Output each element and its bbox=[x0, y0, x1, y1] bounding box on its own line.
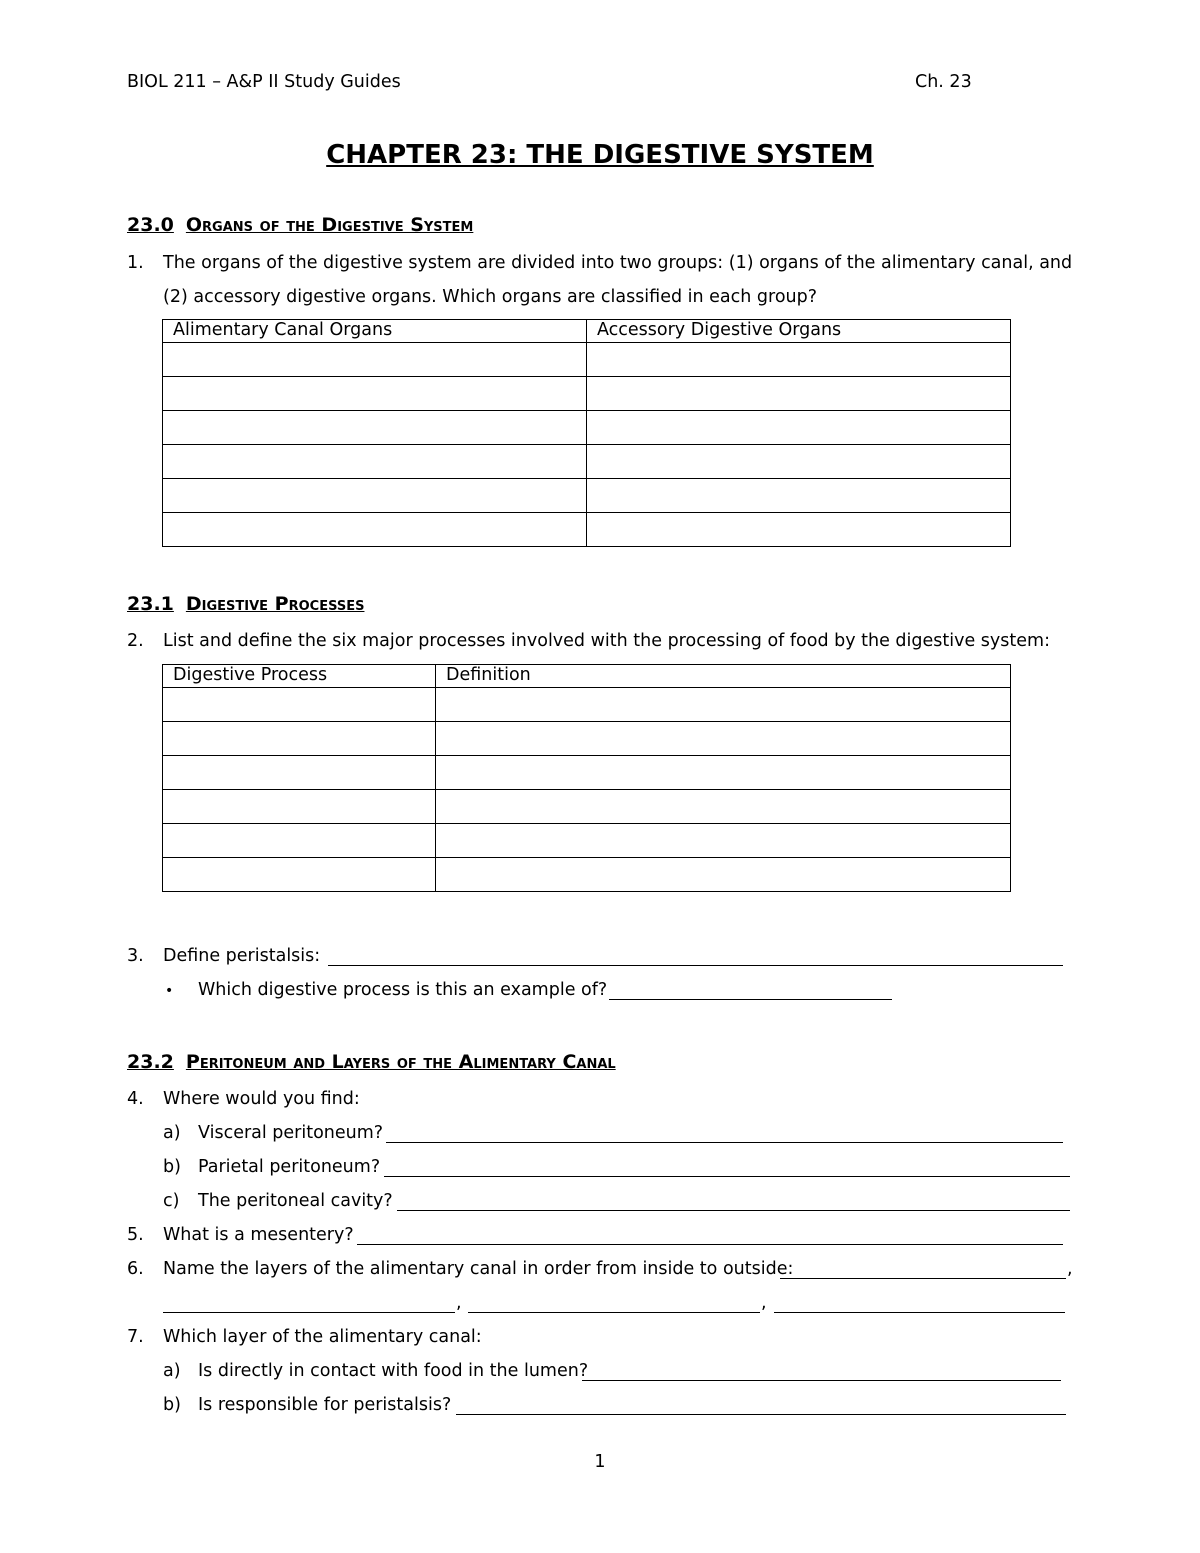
item-letter: a) bbox=[163, 1123, 181, 1143]
separator-comma: , bbox=[456, 1293, 462, 1313]
processes-table bbox=[162, 664, 1011, 892]
answer-cell[interactable] bbox=[163, 411, 587, 445]
header-course: BIOL 211 – A&P II Study Guides bbox=[127, 72, 401, 92]
question-number: 6. bbox=[127, 1259, 144, 1279]
question-number: 7. bbox=[127, 1327, 144, 1347]
question-number: 5. bbox=[127, 1225, 144, 1245]
table-header-accessory: Accessory Digestive Organs bbox=[587, 320, 1011, 343]
answer-cell[interactable] bbox=[163, 445, 587, 479]
answer-cell[interactable] bbox=[163, 377, 587, 411]
page-title: CHAPTER 23: THE DIGESTIVE SYSTEM bbox=[326, 140, 874, 170]
question-4: Where would you find: bbox=[163, 1089, 360, 1109]
question-7b: Is responsible for peristalsis? bbox=[198, 1395, 452, 1415]
item-letter: a) bbox=[163, 1361, 181, 1381]
question-4c: The peritoneal cavity? bbox=[198, 1191, 393, 1211]
answer-blank[interactable] bbox=[468, 1312, 760, 1313]
separator-comma: , bbox=[761, 1293, 767, 1313]
section-title: Digestive Processes bbox=[185, 593, 365, 615]
table-header-definition: Definition bbox=[436, 665, 1011, 688]
answer-blank[interactable] bbox=[357, 1244, 1063, 1245]
answer-blank[interactable] bbox=[774, 1312, 1065, 1313]
bullet-icon: • bbox=[165, 983, 174, 999]
section-number: 23.2 bbox=[127, 1051, 174, 1073]
answer-cell[interactable] bbox=[163, 513, 587, 547]
separator-comma: , bbox=[1067, 1259, 1073, 1279]
answer-cell[interactable] bbox=[163, 756, 436, 790]
answer-cell[interactable] bbox=[163, 343, 587, 377]
answer-cell[interactable] bbox=[436, 688, 1011, 722]
answer-blank[interactable] bbox=[163, 1312, 455, 1313]
item-letter: b) bbox=[163, 1395, 181, 1415]
question-2: List and define the six major processes involved with the processing of food by the digestive system: bbox=[163, 631, 1050, 651]
answer-blank[interactable] bbox=[582, 1380, 1061, 1381]
question-3-sub: Which digestive process is this an example of? bbox=[198, 980, 608, 1000]
answer-blank[interactable] bbox=[328, 965, 1063, 966]
answer-cell[interactable] bbox=[436, 824, 1011, 858]
answer-cell[interactable] bbox=[587, 377, 1011, 411]
page-number: 1 bbox=[594, 1452, 606, 1472]
question-7: Which layer of the alimentary canal: bbox=[163, 1327, 482, 1347]
section-number: 23.0 bbox=[127, 214, 174, 236]
answer-cell[interactable] bbox=[436, 858, 1011, 892]
question-3: Define peristalsis: bbox=[163, 946, 321, 966]
answer-cell[interactable] bbox=[587, 445, 1011, 479]
answer-cell[interactable] bbox=[436, 722, 1011, 756]
answer-cell[interactable] bbox=[587, 343, 1011, 377]
section-heading-23-0 bbox=[127, 213, 473, 237]
answer-cell[interactable] bbox=[163, 858, 436, 892]
organs-table bbox=[162, 319, 1011, 547]
answer-cell[interactable] bbox=[436, 756, 1011, 790]
item-letter: b) bbox=[163, 1157, 181, 1177]
question-1-line-2: (2) accessory digestive organs. Which organs are classified in each group? bbox=[163, 287, 818, 307]
answer-cell[interactable] bbox=[587, 513, 1011, 547]
answer-cell[interactable] bbox=[587, 411, 1011, 445]
table-header-process: Digestive Process bbox=[163, 665, 436, 688]
answer-cell[interactable] bbox=[163, 824, 436, 858]
answer-blank[interactable] bbox=[609, 999, 892, 1000]
header-chapter: Ch. 23 bbox=[915, 72, 972, 92]
question-number: 4. bbox=[127, 1089, 144, 1109]
question-number: 1. bbox=[127, 253, 144, 273]
answer-blank[interactable] bbox=[384, 1176, 1070, 1177]
section-number: 23.1 bbox=[127, 593, 174, 615]
answer-cell[interactable] bbox=[163, 722, 436, 756]
answer-cell[interactable] bbox=[163, 688, 436, 722]
section-title: Peritoneum and Layers of the Alimentary Canal bbox=[185, 1051, 616, 1073]
answer-cell[interactable] bbox=[587, 479, 1011, 513]
question-4a: Visceral peritoneum? bbox=[198, 1123, 384, 1143]
question-4b: Parietal peritoneum? bbox=[198, 1157, 381, 1177]
question-1-line-1: The organs of the digestive system are divided into two groups: (1) organs of the alimentary canal, and bbox=[163, 253, 1073, 273]
question-number: 2. bbox=[127, 631, 144, 651]
section-title: Organs of the Digestive System bbox=[185, 214, 474, 236]
item-letter: c) bbox=[163, 1191, 180, 1211]
answer-blank[interactable] bbox=[780, 1278, 1066, 1279]
section-heading-23-2 bbox=[127, 1050, 616, 1074]
question-number: 3. bbox=[127, 946, 144, 966]
question-5: What is a mesentery? bbox=[163, 1225, 354, 1245]
question-7a: Is directly in contact with food in the lumen? bbox=[198, 1361, 589, 1381]
answer-blank[interactable] bbox=[456, 1414, 1066, 1415]
answer-cell[interactable] bbox=[163, 479, 587, 513]
table-header-alimentary: Alimentary Canal Organs bbox=[163, 320, 587, 343]
answer-blank[interactable] bbox=[397, 1210, 1070, 1211]
answer-cell[interactable] bbox=[436, 790, 1011, 824]
answer-cell[interactable] bbox=[163, 790, 436, 824]
answer-blank[interactable] bbox=[386, 1142, 1063, 1143]
question-6: Name the layers of the alimentary canal in order from inside to outside: bbox=[163, 1259, 794, 1279]
section-heading-23-1 bbox=[127, 592, 364, 616]
